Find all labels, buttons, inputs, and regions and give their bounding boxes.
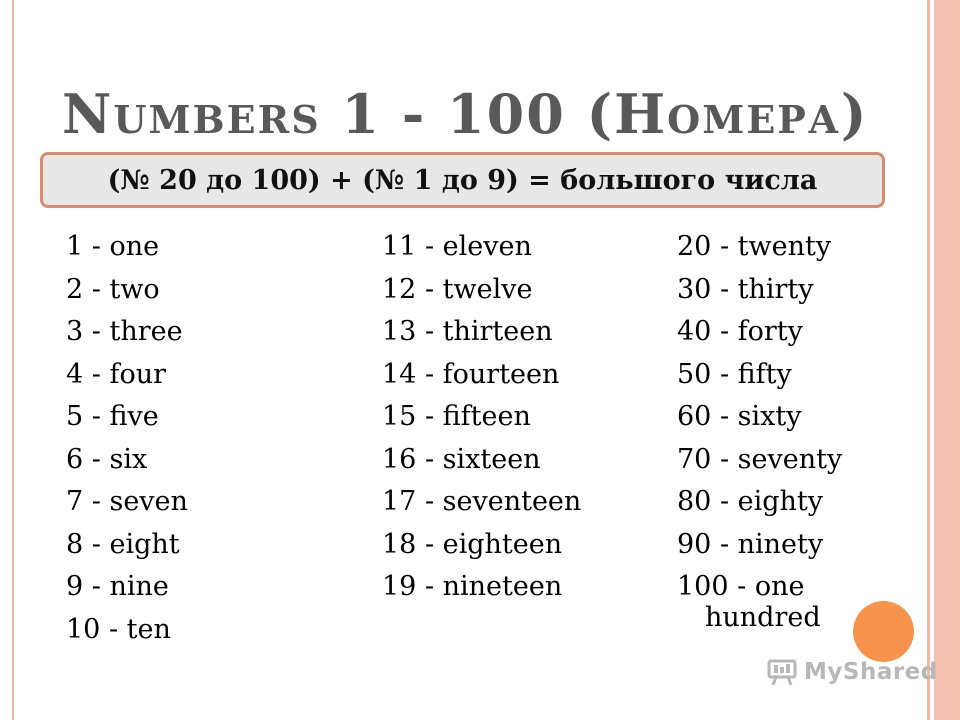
watermark-text: MyShared (804, 659, 938, 685)
right-frame-stripe (934, 0, 960, 720)
rule-banner-text: (№ 20 до 100) + (№ 1 до 9) = большого числа (107, 164, 818, 196)
list-item: 12 - twelve (382, 273, 533, 305)
column-tens (677, 226, 842, 633)
slide-title (62, 82, 868, 146)
list-item: 14 - fourteen (382, 358, 560, 390)
title-range: 1 - 100 ( (320, 82, 615, 146)
title-paren-first: Н (614, 82, 668, 146)
list-item: 3 - three (66, 316, 183, 347)
list-item: 80 - eighty (677, 486, 824, 517)
title-paren-rest: ОМЕРА (667, 97, 841, 142)
title-first-letter: N (62, 82, 114, 146)
left-frame-line (12, 0, 14, 720)
list-item-continuation: hundred (705, 601, 821, 633)
list-item: 70 - seventy (677, 443, 843, 475)
list-item: 19 - nineteen (382, 571, 563, 602)
decorative-orange-circle (853, 601, 914, 662)
list-item: 18 - eighteen (382, 528, 563, 560)
column-11-to-19 (382, 226, 581, 609)
list-item: 8 - eight (66, 528, 180, 560)
watermark-logo (766, 656, 938, 688)
list-item: 15 - fifteen (382, 401, 531, 432)
list-item: 11 - eleven (382, 231, 532, 262)
list-item: 100 - one (677, 571, 805, 602)
list-item: 16 - sixteen (382, 443, 541, 475)
list-item: 6 - six (66, 443, 148, 475)
list-item: 1 - one (66, 231, 160, 262)
projector-screen-icon (766, 656, 798, 688)
list-item: 2 - two (66, 273, 160, 305)
list-item: 9 - nine (66, 571, 169, 602)
list-item: 10 - ten (66, 613, 171, 645)
list-item: 4 - four (66, 358, 167, 390)
list-item: 30 - thirty (677, 273, 814, 305)
list-item: 90 - ninety (677, 528, 824, 560)
title-close: ) (840, 82, 869, 146)
list-item: 13 - thirteen (382, 316, 553, 347)
list-item: 17 - seventeen (382, 486, 582, 517)
rule-banner (40, 152, 885, 208)
list-item: 5 - five (66, 401, 159, 432)
list-item: 40 - forty (677, 316, 803, 347)
list-item: 7 - seven (66, 486, 188, 517)
column-1-to-10 (66, 226, 188, 651)
list-item: 20 - twenty (677, 231, 832, 262)
list-item: 50 - fifty (677, 358, 792, 390)
list-item: 60 - sixty (677, 401, 802, 432)
title-rest: UMBERS (113, 97, 321, 142)
